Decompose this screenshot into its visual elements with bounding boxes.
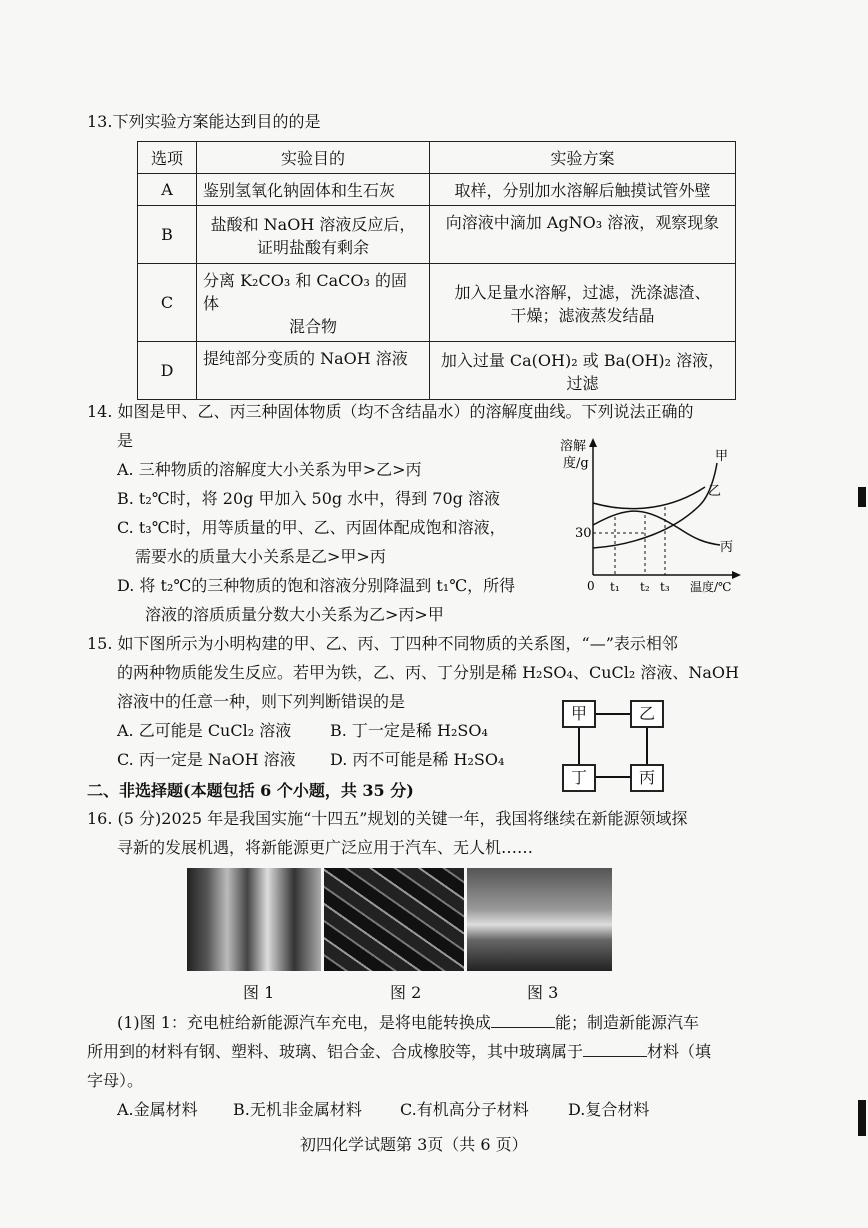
solubility-graph: [555, 435, 755, 600]
q16-option-d: D.复合材料: [568, 1100, 650, 1119]
graph-t2-label: t₂: [640, 580, 650, 594]
q14-option-a: A. 三种物质的溶解度大小关系为甲>乙>丙: [117, 460, 422, 479]
goal-text: 鉴别氢氧化钠固体和生石灰: [203, 181, 396, 200]
q14-option-c-line2: 需要水的质量大小关系是乙>甲>丙: [135, 547, 386, 566]
q15-option-c: C. 丙一定是 NaOH 溶液: [117, 750, 296, 769]
graph-t1-label: t₁: [610, 580, 620, 594]
plan-text: 过滤: [566, 373, 599, 393]
goal-text: 证明盐酸有剩余: [256, 237, 369, 257]
q13-table: [137, 141, 736, 400]
curve-hidden: [593, 490, 715, 535]
table-row-c: [138, 264, 736, 342]
curve-bing: [593, 511, 720, 545]
table-header-option: 选项: [138, 142, 197, 174]
q16-part1-text-a: (1)图 1：充电桩给新能源汽车充电，是将电能转换成: [117, 1013, 491, 1032]
q16-part1-line3: 字母）。: [87, 1071, 144, 1090]
node-ding: 丁: [562, 764, 596, 792]
graph-ylabel-line2: 度/g: [563, 456, 589, 471]
plan-text: 干燥；滤液蒸发结晶: [510, 305, 655, 325]
q15-option-d: D. 丙不可能是稀 H₂SO₄: [330, 750, 505, 769]
option-label: B: [138, 206, 197, 264]
goal-text: 盐酸和 NaOH 溶液反应后，: [210, 214, 416, 234]
q16-part1-line2: [87, 1042, 711, 1061]
graph-t3-label: t₃: [660, 580, 670, 594]
figure-1-charging-photo: [187, 868, 321, 971]
q16-option-c: C.有机高分子材料: [400, 1100, 529, 1119]
edge-jia-yi: [595, 713, 631, 715]
q15-option-a: A. 乙可能是 CuCl₂ 溶液: [117, 721, 292, 740]
graph-ylabel-line1: 溶解: [560, 439, 587, 454]
graph-xlabel: 温度/℃: [690, 580, 732, 594]
option-label: A: [138, 174, 197, 206]
graph-origin-label: 0: [587, 579, 595, 593]
graph-bing-label: 丙: [720, 540, 734, 555]
q15-line3: 溶液中的任意一种，则下列判断错误的是: [117, 692, 406, 711]
q16-part1-text-b: 能；制造新能源汽车: [554, 1013, 699, 1032]
figure-3-caption: 图 3: [527, 983, 559, 1002]
q14-option-b: B. t₂℃时，将 20g 甲加入 50g 水中，得到 70g 溶液: [117, 489, 500, 508]
x-axis-arrow: [732, 571, 741, 579]
goal-text: 分离 K₂CO₃ 和 CaCO₃ 的固体: [203, 271, 408, 313]
q16-part1-line1: [117, 1013, 699, 1032]
y-axis-arrow: [589, 438, 597, 447]
table-row-d: [138, 342, 736, 400]
q16-line2: 寻新的发展机遇，将新能源更广泛应用于汽车、无人机……: [117, 838, 534, 857]
answer-blank-2[interactable]: [583, 1042, 647, 1057]
edge-ding-bing: [595, 776, 631, 778]
q16-option-a: A.金属材料: [117, 1100, 198, 1119]
plan-text: 加入足量水溶解，过滤，洗涤滤渣、: [454, 282, 711, 302]
plan-text: 向溶液中滴加 AgNO₃ 溶液，观察现象: [445, 213, 720, 232]
section-heading: 二、非选择题(本题包括 6 个小题，共 35 分): [87, 781, 414, 800]
table-row-b: [138, 206, 736, 264]
plan-text: 取样，分别加水溶解后触摸试管外壁: [454, 181, 711, 200]
q16-part1-text-d: 材料（填: [647, 1042, 712, 1061]
answer-blank-1[interactable]: [491, 1013, 555, 1028]
figure-2-solar-panel-photo: [324, 868, 464, 971]
scan-mark: [858, 1100, 866, 1136]
goal-text: 提纯部分变质的 NaOH 溶液: [203, 349, 408, 368]
node-jia: 甲: [562, 700, 596, 728]
option-label: D: [138, 342, 197, 400]
graph-y30-label: 30: [575, 526, 592, 541]
table-header-plan: 实验方案: [430, 142, 736, 174]
q14-stem-line1: 14. 如图是甲、乙、丙三种固体物质（均不含结晶水）的溶解度曲线。下列说法正确的: [87, 402, 694, 421]
curve-jia: [593, 463, 717, 548]
q16-line1: 16. (5 分)2025 年是我国实施“十四五”规划的关键一年，我国将继续在新能源领域探: [87, 809, 688, 828]
q16-part1-text-c: 所用到的材料有钢、塑料、玻璃、铝合金、合成橡胶等，其中玻璃属于: [87, 1042, 584, 1061]
table-header-goal: 实验目的: [197, 142, 430, 174]
q13-stem: 13.下列实验方案能达到目的的是: [87, 112, 321, 131]
curve-yi: [593, 487, 705, 509]
page-footer: 初四化学试题第 3页（共 6 页）: [300, 1135, 528, 1154]
node-bing: 丙: [630, 764, 664, 792]
goal-text: 混合物: [288, 317, 337, 336]
node-yi: 乙: [630, 700, 664, 728]
figure-3-drone-photo: [467, 868, 612, 971]
table-row-a: [138, 174, 736, 206]
scan-mark: [858, 487, 866, 507]
figure-1-caption: 图 1: [243, 983, 275, 1002]
graph-yi-label: 乙: [708, 484, 722, 499]
plan-text: 加入过量 Ca(OH)₂ 或 Ba(OH)₂ 溶液，: [440, 350, 725, 370]
q14-stem-line2: 是: [117, 431, 134, 450]
option-label: C: [138, 264, 197, 342]
figure-2-caption: 图 2: [390, 983, 422, 1002]
q14-option-c-line1: C. t₃℃时，用等质量的甲、乙、丙固体配成饱和溶液，: [117, 518, 506, 537]
q15-option-b: B. 丁一定是稀 H₂SO₄: [330, 721, 488, 740]
q14-option-d-line1: D. 将 t₂℃的三种物质的饱和溶液分别降温到 t₁℃，所得: [117, 576, 516, 595]
q14-option-d-line2: 溶液的溶质质量分数大小关系为乙>丙>甲: [145, 605, 444, 624]
q15-line2: 的两种物质能发生反应。若甲为铁，乙、丙、丁分别是稀 H₂SO₄、CuCl₂ 溶液、NaOH: [117, 663, 739, 682]
graph-jia-label: 甲: [715, 449, 729, 464]
q16-option-b: B.无机非金属材料: [233, 1100, 362, 1119]
q15-line1: 15. 如下图所示为小明构建的甲、乙、丙、丁四种不同物质的关系图，“—”表示相邻: [87, 634, 678, 653]
